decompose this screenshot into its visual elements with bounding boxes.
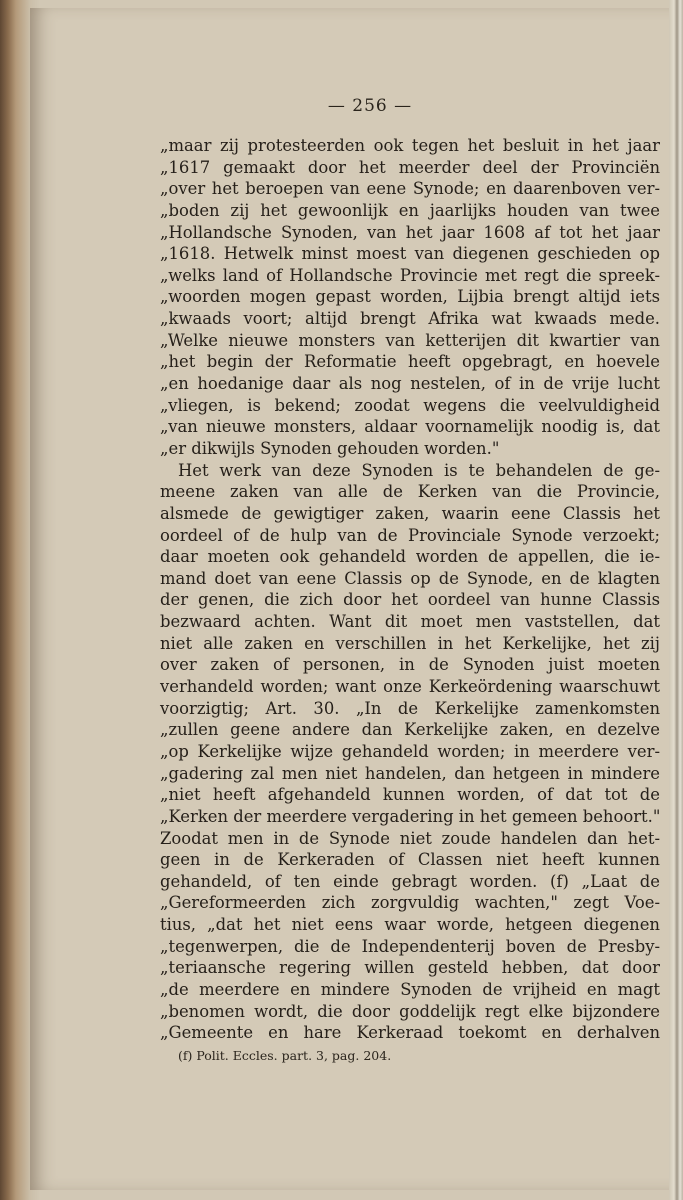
text-line: „maar zij protesteerden ook tegen het besluit in het jaar [160,136,660,155]
text-line: „tegenwerpen, die de Independenterij boven de Presby- [160,936,660,956]
text-line: „Hollandsche Synoden, van het jaar 1608 af tot het jaar [160,222,660,242]
footnote: (f) Polit. Eccles. part. 3, pag. 204. [178,1048,392,1063]
text-line: alsmede de gewigtiger zaken, waarin eene Classis het [160,503,660,523]
text-line: „over het beroepen van eene Synode; en daarenboven ver- [160,179,660,199]
text-line: „vliegen, is bekend; zoodat wegens die veelvuldigheid [160,395,660,415]
text-line: gehandeld, of ten einde gebragt worden. (f) „Laat de [160,871,660,891]
text-line: der genen, die zich door het oordeel van hunne Classis [160,590,660,610]
book-spine [0,0,30,1200]
text-line: „niet heeft afgehandeld kunnen worden, of dat tot de [160,785,660,805]
text-line: „teriaansche regering willen gesteld hebben, dat door [160,958,660,978]
text-line: Zoodat men in de Synode niet zoude handelen dan het- [160,828,660,848]
text-line: „kwaads voort; altijd brengt Afrika wat kwaads mede. [160,309,660,329]
text-line: geen in de Kerkeraden of Classen niet heeft kunnen [160,850,660,870]
text-line: over zaken of personen, in de Synoden juist moeten [160,655,660,675]
text-line: „gadering zal men niet handelen, dan hetgeen in mindere [160,763,660,783]
page-number: — 256 — [327,96,413,116]
text-line: verhandeld worden; want onze Kerkeördening waarschuwt [160,677,660,697]
text-line: niet alle zaken en verschillen in het Kerkelijke, het zij [160,633,660,653]
text-line: „woorden mogen gepast worden, Lijbia brengt altijd iets [160,287,660,307]
text-line: „er dikwijls Synoden gehouden worden." [160,438,500,458]
text-line: mand doet van eene Classis op de Synode, en de klagten [160,568,660,588]
text-line: „Gereformeerden zich zorgvuldig wachten," zegt Voe- [160,893,660,913]
text-line: „het begin der Reformatie heeft opgebragt, en hoevele [160,352,660,372]
text-line: „1617 gemaakt door het meerder deel der Provinciën [160,157,660,177]
text-line: „en hoedanige daar als nog nestelen, of in de vrije lucht [160,374,660,394]
text-line: „benomen wordt, die door goddelijk regt elke bijzondere [160,1001,660,1021]
text-line: „boden zij het gewoonlijk en jaarlijks houden van twee [160,200,660,220]
text-line: tius, „dat het niet eens waar worde, hetgeen diegenen [160,915,660,935]
text-line: voorzigtig; Art. 30. „In de Kerkelijke zamenkomsten [160,698,660,718]
text-line: „zullen geene andere dan Kerkelijke zaken, en dezelve [160,720,660,740]
text-line: daar moeten ook gehandeld worden de appellen, die ie- [160,547,660,567]
text-line: „welks land of Hollandsche Provincie met regt die spreek- [160,265,660,285]
text-line: Het werk van deze Synoden is te behandelen de ge- [178,460,660,480]
text-line: „van nieuwe monsters, aldaar voornamelijk noodig is, dat [160,417,660,437]
page-edges [669,0,683,1200]
text-line: „1618. Hetwelk minst moest van diegenen geschieden op [160,244,660,264]
text-line: „op Kerkelijke wijze gehandeld worden; in meerdere ver- [160,741,660,761]
text-line: „Gemeente en hare Kerkeraad toekomt en derhalven [160,1023,660,1043]
text-line: bezwaard achten. Want dit moet men vaststellen, dat [160,612,660,632]
text-line: „de meerdere en mindere Synoden de vrijheid en magt [160,979,660,999]
text-line: „Welke nieuwe monsters van ketterijen dit kwartier van [160,330,660,350]
body-text [160,135,660,1044]
text-line: oordeel of de hulp van de Provinciale Synode verzoekt; [160,525,660,545]
text-line: „Kerken der meerdere vergadering in het gemeen behoort." [160,806,661,826]
book-page [30,8,670,1190]
text-line: meene zaken van alle de Kerken van die Provincie, [160,482,660,502]
